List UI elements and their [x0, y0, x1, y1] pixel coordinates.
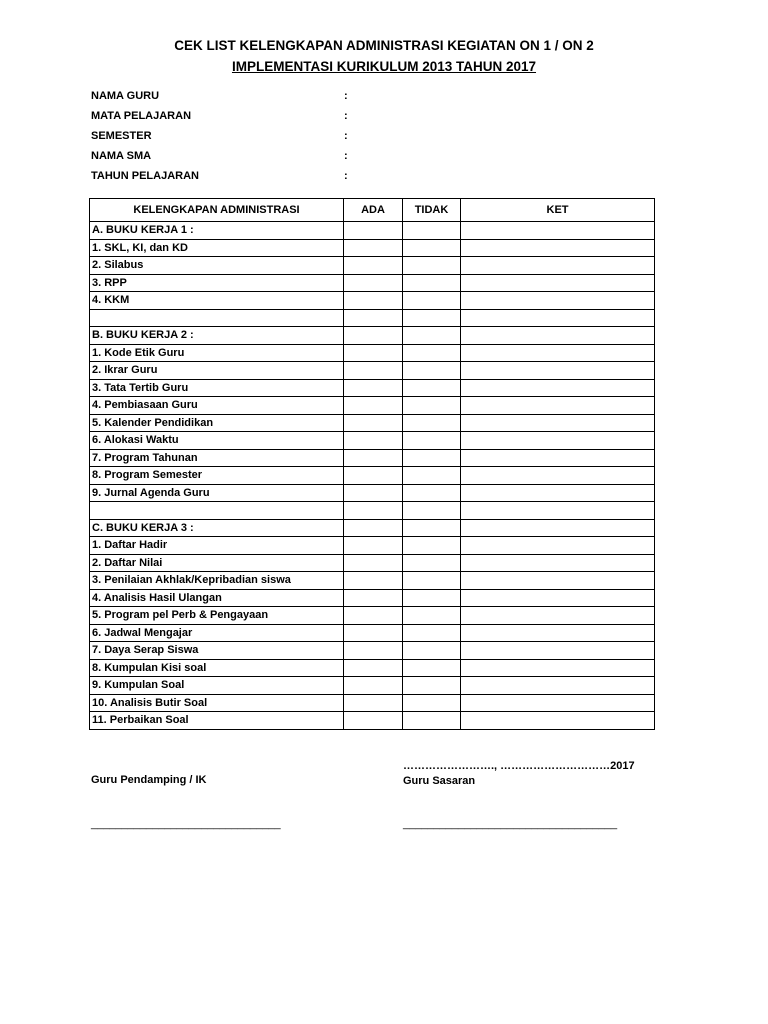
info-row: [91, 150, 391, 170]
ada-cell: [344, 397, 403, 415]
tidak-cell: [403, 607, 461, 625]
table-row: [90, 449, 655, 467]
table-row: [90, 484, 655, 502]
item-cell: 4. Pembiasaan Guru: [90, 397, 344, 415]
table-row: [90, 309, 655, 327]
ada-cell: [344, 677, 403, 695]
info-fields: [91, 90, 391, 190]
info-colon: :: [344, 150, 348, 162]
ket-cell: [461, 677, 655, 695]
tidak-cell: [403, 589, 461, 607]
table-row: [90, 554, 655, 572]
ada-cell: [344, 327, 403, 345]
table-row: [90, 222, 655, 240]
info-row: [91, 110, 391, 130]
table-row: [90, 694, 655, 712]
ada-cell: [344, 292, 403, 310]
tidak-cell: [403, 397, 461, 415]
ada-cell: [344, 502, 403, 520]
ada-cell: [344, 624, 403, 642]
header-tidak: TIDAK: [403, 199, 461, 222]
info-row: [91, 130, 391, 150]
item-cell: [90, 502, 344, 520]
tidak-cell: [403, 239, 461, 257]
table-row: [90, 292, 655, 310]
item-cell: 3. RPP: [90, 274, 344, 292]
table-row: [90, 379, 655, 397]
ket-cell: [461, 257, 655, 275]
header-ada: ADA: [344, 199, 403, 222]
signature-label-right: Guru Sasaran: [403, 775, 476, 787]
ket-cell: [461, 344, 655, 362]
tidak-cell: [403, 379, 461, 397]
ada-cell: [344, 239, 403, 257]
ket-cell: [461, 467, 655, 485]
table-row: [90, 414, 655, 432]
table-row: [90, 432, 655, 450]
tidak-cell: [403, 712, 461, 730]
item-cell: 3. Tata Tertib Guru: [90, 379, 344, 397]
ada-cell: [344, 484, 403, 502]
item-cell: 8. Kumpulan Kisi soal: [90, 659, 344, 677]
item-cell: 8. Program Semester: [90, 467, 344, 485]
tidak-cell: [403, 362, 461, 380]
ada-cell: [344, 467, 403, 485]
table-row: [90, 677, 655, 695]
item-cell: A. BUKU KERJA 1 :: [90, 222, 344, 240]
signature-line-right: ___________________________________: [403, 818, 618, 830]
ket-cell: [461, 432, 655, 450]
tidak-cell: [403, 642, 461, 660]
date-line: ……………………., …………………………2017: [403, 760, 635, 772]
ket-cell: [461, 379, 655, 397]
ada-cell: [344, 257, 403, 275]
item-cell: 5. Kalender Pendidikan: [90, 414, 344, 432]
ket-cell: [461, 642, 655, 660]
ket-cell: [461, 519, 655, 537]
item-cell: 2. Silabus: [90, 257, 344, 275]
table-row: [90, 362, 655, 380]
tidak-cell: [403, 484, 461, 502]
header-ket: KET: [461, 199, 655, 222]
ket-cell: [461, 607, 655, 625]
ket-cell: [461, 222, 655, 240]
table-row: [90, 659, 655, 677]
item-cell: 5. Program pel Perb & Pengayaan: [90, 607, 344, 625]
info-colon: :: [344, 170, 348, 182]
table-row: [90, 607, 655, 625]
table-row: [90, 397, 655, 415]
header-kelengkapan: KELENGKAPAN ADMINISTRASI: [90, 199, 344, 222]
ada-cell: [344, 414, 403, 432]
ket-cell: [461, 484, 655, 502]
ket-cell: [461, 659, 655, 677]
item-cell: 7. Daya Serap Siswa: [90, 642, 344, 660]
item-cell: 2. Ikrar Guru: [90, 362, 344, 380]
tidak-cell: [403, 449, 461, 467]
tidak-cell: [403, 659, 461, 677]
item-cell: 9. Jurnal Agenda Guru: [90, 484, 344, 502]
table-row: [90, 537, 655, 555]
tidak-cell: [403, 432, 461, 450]
document-title: CEK LIST KELENGKAPAN ADMINISTRASI KEGIATAN ON 1 / ON 2: [174, 38, 594, 53]
tidak-cell: [403, 257, 461, 275]
tidak-cell: [403, 292, 461, 310]
tidak-cell: [403, 554, 461, 572]
item-cell: 3. Penilaian Akhlak/Kepribadian siswa: [90, 572, 344, 590]
tidak-cell: [403, 572, 461, 590]
table-row: [90, 589, 655, 607]
info-colon: :: [344, 110, 348, 122]
ada-cell: [344, 554, 403, 572]
ket-cell: [461, 239, 655, 257]
ada-cell: [344, 694, 403, 712]
ada-cell: [344, 344, 403, 362]
table-row: [90, 572, 655, 590]
table-row: [90, 274, 655, 292]
tidak-cell: [403, 414, 461, 432]
table-row: [90, 519, 655, 537]
signature-line-left: _______________________________: [91, 818, 281, 830]
info-label: SEMESTER: [91, 130, 152, 142]
ket-cell: [461, 537, 655, 555]
ket-cell: [461, 274, 655, 292]
ket-cell: [461, 397, 655, 415]
info-row: [91, 90, 391, 110]
ada-cell: [344, 572, 403, 590]
tidak-cell: [403, 327, 461, 345]
tidak-cell: [403, 519, 461, 537]
ada-cell: [344, 607, 403, 625]
ada-cell: [344, 274, 403, 292]
item-cell: C. BUKU KERJA 3 :: [90, 519, 344, 537]
item-cell: 7. Program Tahunan: [90, 449, 344, 467]
tidak-cell: [403, 502, 461, 520]
table-header-row: [90, 199, 655, 222]
item-cell: 1. Kode Etik Guru: [90, 344, 344, 362]
table-row: [90, 502, 655, 520]
ada-cell: [344, 589, 403, 607]
tidak-cell: [403, 677, 461, 695]
ada-cell: [344, 659, 403, 677]
item-cell: [90, 309, 344, 327]
ket-cell: [461, 449, 655, 467]
ada-cell: [344, 537, 403, 555]
table-row: [90, 239, 655, 257]
ket-cell: [461, 624, 655, 642]
item-cell: 4. Analisis Hasil Ulangan: [90, 589, 344, 607]
item-cell: 10. Analisis Butir Soal: [90, 694, 344, 712]
tidak-cell: [403, 309, 461, 327]
tidak-cell: [403, 222, 461, 240]
ada-cell: [344, 222, 403, 240]
tidak-cell: [403, 537, 461, 555]
ada-cell: [344, 379, 403, 397]
info-label: TAHUN PELAJARAN: [91, 170, 199, 182]
table-row: [90, 327, 655, 345]
table-row: [90, 344, 655, 362]
tidak-cell: [403, 624, 461, 642]
info-label: MATA PELAJARAN: [91, 110, 192, 122]
tidak-cell: [403, 344, 461, 362]
table-row: [90, 624, 655, 642]
table-row: [90, 712, 655, 730]
item-cell: 11. Perbaikan Soal: [90, 712, 344, 730]
ket-cell: [461, 327, 655, 345]
signature-label-left: Guru Pendamping / IK: [91, 774, 207, 786]
item-cell: 6. Jadwal Mengajar: [90, 624, 344, 642]
table-row: [90, 642, 655, 660]
ada-cell: [344, 519, 403, 537]
item-cell: B. BUKU KERJA 2 :: [90, 327, 344, 345]
ada-cell: [344, 362, 403, 380]
checklist-table: [89, 198, 655, 730]
ada-cell: [344, 432, 403, 450]
item-cell: 6. Alokasi Waktu: [90, 432, 344, 450]
tidak-cell: [403, 694, 461, 712]
ada-cell: [344, 712, 403, 730]
ada-cell: [344, 642, 403, 660]
info-colon: :: [344, 130, 348, 142]
item-cell: 1. Daftar Hadir: [90, 537, 344, 555]
ada-cell: [344, 449, 403, 467]
ket-cell: [461, 554, 655, 572]
info-label: NAMA GURU: [91, 90, 160, 102]
item-cell: 4. KKM: [90, 292, 344, 310]
table-row: [90, 467, 655, 485]
tidak-cell: [403, 274, 461, 292]
ket-cell: [461, 292, 655, 310]
ket-cell: [461, 589, 655, 607]
item-cell: 1. SKL, KI, dan KD: [90, 239, 344, 257]
item-cell: 2. Daftar Nilai: [90, 554, 344, 572]
ket-cell: [461, 414, 655, 432]
ket-cell: [461, 309, 655, 327]
item-cell: 9. Kumpulan Soal: [90, 677, 344, 695]
ket-cell: [461, 694, 655, 712]
tidak-cell: [403, 467, 461, 485]
ket-cell: [461, 502, 655, 520]
info-colon: :: [344, 90, 348, 102]
info-label: NAMA SMA: [91, 150, 152, 162]
ada-cell: [344, 309, 403, 327]
document-subtitle: IMPLEMENTASI KURIKULUM 2013 TAHUN 2017: [231, 59, 537, 74]
ket-cell: [461, 362, 655, 380]
ket-cell: [461, 572, 655, 590]
info-row: [91, 170, 391, 190]
table-row: [90, 257, 655, 275]
ket-cell: [461, 712, 655, 730]
